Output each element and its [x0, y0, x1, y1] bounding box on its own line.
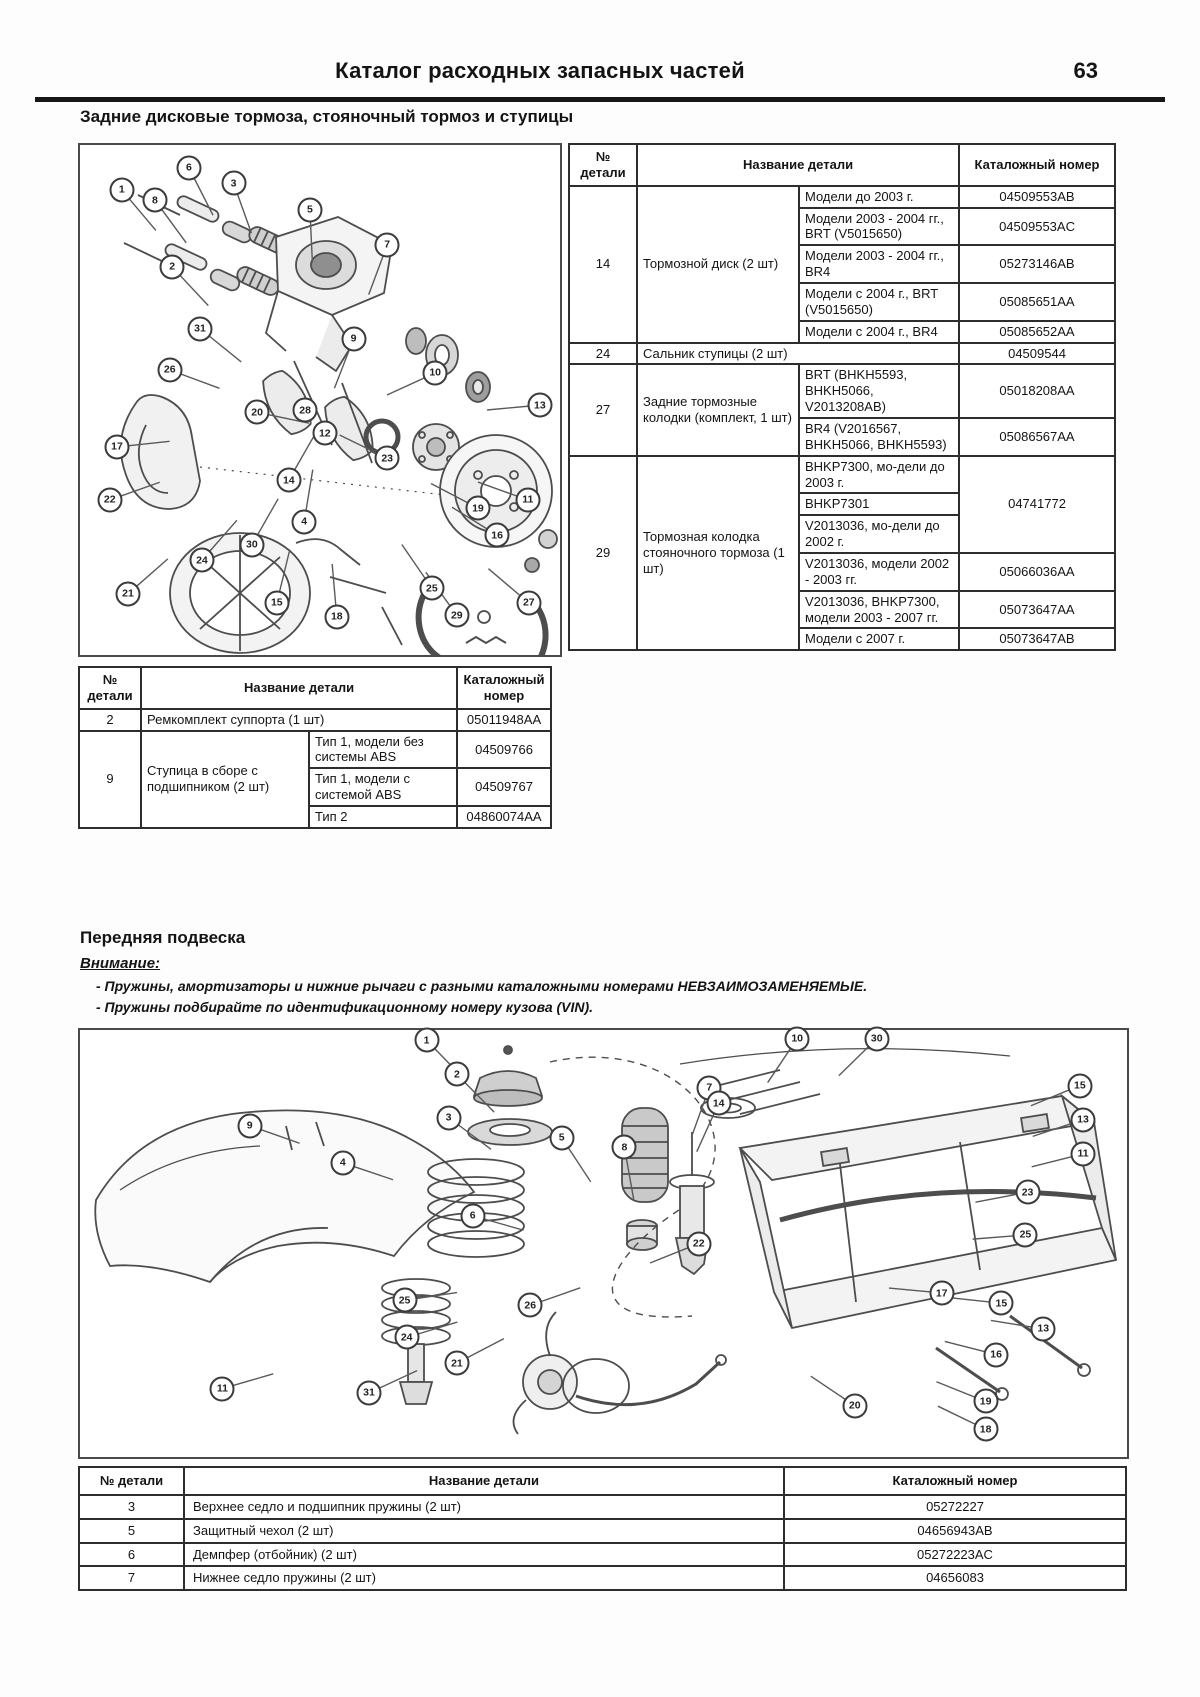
- diagram-callout: 3: [221, 171, 246, 196]
- diagram-callout: 21: [444, 1351, 469, 1376]
- diagram-callout: 26: [518, 1293, 543, 1318]
- diagram-callout: 23: [1015, 1180, 1040, 1205]
- table-row: [79, 1566, 1126, 1590]
- catalog-code: 05066036AA: [959, 553, 1115, 591]
- variant-label: Тип 1, модели без системы ABS: [309, 731, 457, 769]
- diagram-callout: 11: [515, 487, 540, 512]
- variant-label: Модели с 2004 г., BR4: [799, 321, 959, 343]
- variant-label: BR4 (V2016567, BHKH5066, BHKH5593): [799, 418, 959, 456]
- col-part-number: № детали: [79, 667, 141, 709]
- diagram-callout: 17: [929, 1281, 954, 1306]
- diagram-callout: 11: [210, 1376, 235, 1401]
- warning-line: - Пружины, амортизаторы и нижние рычаги с разными каталожными номерами НЕВЗАИМОЗАМЕНЯЕМЫЕ.: [96, 978, 868, 994]
- diagram-callout: 5: [549, 1125, 574, 1150]
- diagram-callout: 4: [292, 509, 317, 534]
- col-part-number: № детали: [569, 144, 637, 186]
- diagram-callout: 7: [375, 232, 400, 257]
- variant-label: Модели с 2007 г.: [799, 628, 959, 650]
- diagram-callout: 8: [612, 1135, 637, 1160]
- diagram-callout: 13: [1071, 1107, 1096, 1132]
- diagram-callout: 4: [330, 1150, 355, 1175]
- diagram-callout: 27: [516, 590, 541, 615]
- diagram-callout: 6: [460, 1203, 485, 1228]
- diagram-callout: 1: [414, 1028, 439, 1053]
- diagram-callout: 1: [109, 177, 134, 202]
- warning-label: Внимание:: [80, 955, 161, 972]
- header-rule: [35, 97, 1165, 102]
- diagram-callout: 2: [160, 254, 185, 279]
- diagram-callout: 20: [842, 1393, 867, 1418]
- catalog-code: 05018208AA: [959, 364, 1115, 418]
- part-name: Сальник ступицы (2 шт): [637, 343, 959, 365]
- catalog-code: 05272227: [784, 1495, 1126, 1519]
- catalog-code: 05085651AA: [959, 283, 1115, 321]
- table-row: [569, 343, 1115, 365]
- diagram-callout: 30: [864, 1026, 889, 1051]
- catalog-code: 04860074AA: [457, 806, 551, 828]
- part-name: Нижнее седло пружины (2 шт): [184, 1566, 784, 1590]
- diagram-callout: 9: [341, 326, 366, 351]
- part-num: 24: [569, 343, 637, 365]
- variant-label: V2013036, BHKP7300, модели 2003 - 2007 гг.: [799, 591, 959, 629]
- col-part-number: № детали: [79, 1467, 184, 1495]
- diagram-callout: 13: [527, 393, 552, 418]
- catalog-code: 05085652AA: [959, 321, 1115, 343]
- front-section-title: Передняя подвеска: [80, 928, 246, 947]
- col-part-name: Название детали: [141, 667, 457, 709]
- warning-line: - Пружины подбирайте по идентификационному номеру кузова (VIN).: [96, 999, 594, 1015]
- front-diagram-leader-lines: [80, 1030, 1127, 1457]
- part-num: 2: [79, 709, 141, 731]
- catalog-code: 04656083: [784, 1566, 1126, 1590]
- part-num: 14: [569, 186, 637, 343]
- table-header-row: [569, 144, 1115, 186]
- diagram-callout: 31: [188, 316, 213, 341]
- diagram-callout: 26: [157, 357, 182, 382]
- part-name: Защитный чехол (2 шт): [184, 1519, 784, 1543]
- diagram-callout: 18: [973, 1417, 998, 1442]
- catalog-code: 04741772: [959, 456, 1115, 553]
- page-title: Каталог расходных запасных частей: [335, 58, 745, 83]
- col-catalog-number: Каталожный номер: [784, 1467, 1126, 1495]
- col-part-name: Название детали: [184, 1467, 784, 1495]
- diagram-callout: 25: [392, 1288, 417, 1313]
- part-num: 7: [79, 1566, 184, 1590]
- part-num: 5: [79, 1519, 184, 1543]
- col-catalog-number: Каталожный номер: [457, 667, 551, 709]
- part-name: Тормозной диск (2 шт): [637, 186, 799, 343]
- part-num: 9: [79, 731, 141, 828]
- diagram-callout: 10: [785, 1026, 810, 1051]
- catalog-code: 05011948AA: [457, 709, 551, 731]
- catalog-code: 04509544: [959, 343, 1115, 365]
- catalog-code: 05073647AA: [959, 591, 1115, 629]
- diagram-callout: 15: [264, 590, 289, 615]
- table-row: [79, 709, 551, 731]
- table-header-row: [79, 667, 551, 709]
- part-num: 6: [79, 1543, 184, 1567]
- variant-label: BRT (BHKH5593, BHKH5066, V2013208AB): [799, 364, 959, 418]
- front-parts-table: [78, 1466, 1127, 1591]
- diagram-callout: 13: [1031, 1316, 1056, 1341]
- diagram-callout: 14: [276, 468, 301, 493]
- diagram-callout: 18: [324, 604, 349, 629]
- variant-label: Модели 2003 - 2004 гг., BR4: [799, 245, 959, 283]
- part-name: Тормозная колодка стояночного тормоза (1 шт): [637, 456, 799, 651]
- catalog-code: 04509553AB: [959, 186, 1115, 208]
- table-row: [569, 456, 1115, 494]
- diagram-callout: 12: [312, 421, 337, 446]
- part-num: 29: [569, 456, 637, 651]
- rear-parts-table-left: [78, 666, 552, 829]
- catalog-code: 04509553AC: [959, 208, 1115, 246]
- table-row: [79, 1519, 1126, 1543]
- diagram-callout: 3: [436, 1105, 461, 1130]
- diagram-callout: 16: [485, 523, 510, 548]
- table-row: [569, 186, 1115, 208]
- diagram-callout: 25: [419, 576, 444, 601]
- diagram-callout: 19: [973, 1389, 998, 1414]
- diagram-callout: 21: [116, 581, 141, 606]
- variant-label: V2013036, мо-дели до 2002 г.: [799, 515, 959, 553]
- diagram-callout: 11: [1071, 1141, 1096, 1166]
- catalog-code: 04509766: [457, 731, 551, 769]
- catalog-code: 04509767: [457, 768, 551, 806]
- diagram-callout: 23: [375, 446, 400, 471]
- catalog-code: 05073647AB: [959, 628, 1115, 650]
- variant-label: Тип 2: [309, 806, 457, 828]
- variant-label: Модели до 2003 г.: [799, 186, 959, 208]
- rear-diagram-leader-lines: [80, 145, 560, 655]
- diagram-callout: 7: [697, 1075, 722, 1100]
- part-name: Задние тормозные колодки (комплект, 1 шт): [637, 364, 799, 455]
- table-row: [79, 1495, 1126, 1519]
- table-row: [79, 731, 551, 769]
- diagram-callout: 29: [444, 603, 469, 628]
- rear-brakes-diagram: [78, 143, 562, 657]
- table-row: [79, 1543, 1126, 1567]
- diagram-callout: 9: [237, 1113, 262, 1138]
- diagram-callout: 5: [297, 197, 322, 222]
- diagram-callout: 31: [356, 1380, 381, 1405]
- diagram-callout: 10: [423, 360, 448, 385]
- col-part-name: Название детали: [637, 144, 959, 186]
- rear-parts-table-right: [568, 143, 1116, 651]
- variant-label: BHKP7300, мо-дели до 2003 г.: [799, 456, 959, 494]
- part-name: Верхнее седло и подшипник пружины (2 шт): [184, 1495, 784, 1519]
- rear-section-title: Задние дисковые тормоза, стояночный тормоз и ступицы: [80, 107, 574, 126]
- diagram-callout: 22: [97, 487, 122, 512]
- catalog-code: 05086567AA: [959, 418, 1115, 456]
- variant-label: Модели 2003 - 2004 гг., BRT (V5015650): [799, 208, 959, 246]
- catalog-code: 05273146AB: [959, 245, 1115, 283]
- diagram-callout: 30: [239, 532, 264, 557]
- diagram-callout: 25: [1013, 1222, 1038, 1247]
- variant-label: BHKP7301: [799, 493, 959, 515]
- part-num: 3: [79, 1495, 184, 1519]
- diagram-callout: 6: [176, 155, 201, 180]
- part-name: Ступица в сборе с подшипником (2 шт): [141, 731, 309, 828]
- diagram-callout: 15: [989, 1291, 1014, 1316]
- front-suspension-diagram: [78, 1028, 1129, 1459]
- diagram-callout: 17: [104, 434, 129, 459]
- diagram-callout: 2: [444, 1062, 469, 1087]
- variant-label: V2013036, модели 2002 - 2003 гг.: [799, 553, 959, 591]
- diagram-callout: 24: [189, 548, 214, 573]
- diagram-callout: 16: [984, 1342, 1009, 1367]
- variant-label: Тип 1, модели с системой ABS: [309, 768, 457, 806]
- diagram-callout: 15: [1067, 1073, 1092, 1098]
- diagram-callout: 8: [142, 188, 167, 213]
- part-name: Демпфер (отбойник) (2 шт): [184, 1543, 784, 1567]
- col-catalog-number: Каталожный номер: [959, 144, 1115, 186]
- diagram-callout: 14: [706, 1091, 731, 1116]
- page-number: 63: [1073, 58, 1098, 83]
- table-row: [569, 364, 1115, 418]
- part-num: 27: [569, 364, 637, 455]
- table-header-row: [79, 1467, 1126, 1495]
- diagram-callout: 28: [293, 398, 318, 423]
- variant-label: Модели с 2004 г., BRT (V5015650): [799, 283, 959, 321]
- part-name: Ремкомплект суппорта (1 шт): [141, 709, 457, 731]
- catalog-code: 05272223AC: [784, 1543, 1126, 1567]
- diagram-callout: 24: [394, 1325, 419, 1350]
- diagram-callout: 20: [245, 400, 270, 425]
- diagram-callout: 22: [686, 1231, 711, 1256]
- diagram-callout: 19: [465, 496, 490, 521]
- catalog-code: 04656943AB: [784, 1519, 1126, 1543]
